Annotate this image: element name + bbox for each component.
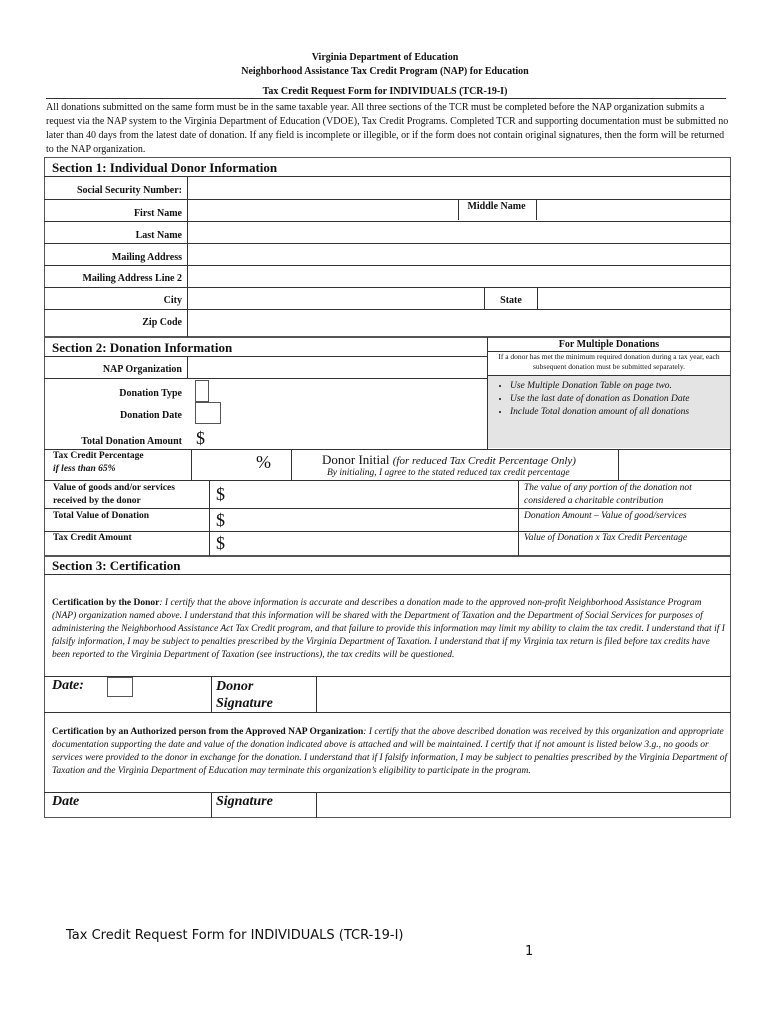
last-name-label: Last Name — [135, 230, 182, 241]
header-program: Neighborhood Assistance Tax Credit Program (NAP) for Education — [241, 66, 529, 77]
section3-title: Section 3: Certification — [52, 558, 181, 573]
signature-label: Signature — [216, 794, 273, 809]
total-amount-field[interactable] — [212, 428, 484, 448]
percent-field[interactable] — [194, 452, 250, 478]
date2-field[interactable] — [90, 794, 208, 816]
multiple-donations-desc: If a donor has met the minimum required donation during a tax year, each subsequent donation must be submitted separately. — [498, 352, 720, 371]
last-name-field[interactable] — [189, 222, 729, 243]
credit-amount-field[interactable] — [232, 533, 514, 554]
date-field[interactable] — [107, 677, 133, 697]
form-title: Tax Credit Request Form for INDIVIDUALS (TCR-19-I) — [262, 86, 508, 97]
nap-org-field[interactable] — [189, 357, 485, 378]
mailing-address2-label: Mailing Address Line 2 — [82, 273, 182, 284]
percent-label: Tax Credit Percentage — [53, 451, 144, 461]
middle-name-label: Middle Name — [467, 201, 526, 212]
total-value-dollar: $ — [216, 510, 225, 530]
date-label: Date: — [52, 678, 84, 693]
ssn-label: Social Security Number: — [77, 185, 182, 196]
multiple-note: • Use the last date of donation as Donation Date — [510, 393, 722, 406]
org-signature-field[interactable] — [318, 793, 728, 817]
donor-initial-label: Donor Initial (for reduced Tax Credit Percentage Only) — [322, 452, 576, 467]
first-name-field[interactable] — [189, 200, 457, 220]
footer-title: Tax Credit Request Form for INDIVIDUALS (TCR-19-I) — [66, 928, 404, 943]
nap-org-label: NAP Organization — [102, 364, 182, 375]
org-certification: Certification by an Authorized person from the Approved NAP Organization: I certify that the above described donation was received by this organization and appropriate documentation supporting the date and value of the donation indicated above is attached and will be maintained. I certify that if not amount is listed below 3.g., no goods or services were provided to the donor in exchange for the donation. I understand that if I falsify information, I may be subject to penalties prescribed by the Virginia Department of Taxation and the Virginia Department of Education may terminate this organization’s eligibility to participate in the program. — [52, 727, 728, 776]
donor-certification: Certification by the Donor: I certify that the above information is accurate and describes a donation made to the approved non-profit Neighborhood Assistance Program (NAP) organization named above. I understand that this information will be shared with the Department of Taxation and the Department of Social Services for purposes of administering the Neighborhood Assistance Act Tax Credit program, and that failure to provide this information may limit my ability to claim the tax credit. I understand that if I falsify information, I may be subject to penalties prescribed by the Virginia Department of Taxation. I understand that if my Virginia tax return is filed before tax credits have been reported to the Virginia Department of Taxation (see instructions), the tax credits will be questioned. — [52, 598, 725, 660]
percent-sub: if less than 65% — [53, 464, 116, 474]
multiple-note: • Use Multiple Donation Table on page two. — [510, 380, 722, 393]
intro-text: All donations submitted on the same form must be in the same taxable year. All three sections of the TCR must be completed before the NAP organization submits a request via the NAP system to the Virginia Department of Education (VDOE), Tax Credit Programs. Completed TCR and supporting documentation must be submitted no later than 40 days from the latest date of donation. If any field is incomplete or illegible, or if the form does not contain original signatures, then the form will be returned to the NAP organization. — [46, 102, 729, 155]
total-amount-dollar: $ — [196, 428, 205, 448]
zip-label: Zip Code — [142, 317, 182, 328]
total-value-label: Total Value of Donation — [53, 511, 149, 521]
state-field[interactable] — [538, 288, 729, 309]
donor-signature-label: Donor Signature — [216, 679, 273, 711]
donation-date-label: Donation Date — [120, 410, 182, 421]
total-value-field[interactable] — [232, 510, 514, 530]
header-agency: Virginia Department of Education — [311, 52, 459, 63]
goods-field[interactable] — [232, 483, 514, 507]
donor-initial-agree: By initialing, I agree to the stated reduced tax credit percentage — [327, 468, 570, 478]
ssn-field[interactable] — [189, 178, 729, 198]
credit-amount-label: Tax Credit Amount — [53, 533, 132, 543]
state-label: State — [500, 295, 522, 306]
city-label: City — [163, 295, 182, 306]
multiple-donations-title: For Multiple Donations — [558, 339, 660, 350]
multiple-note: • Include Total donation amount of all donations — [510, 406, 722, 419]
goods-note: The value of any portion of the donation not considered a charitable contribution — [524, 483, 692, 506]
goods-dollar: $ — [216, 484, 225, 504]
donor-initial-field[interactable] — [620, 451, 728, 479]
credit-amount-note: Value of Donation x Tax Credit Percentage — [524, 533, 688, 543]
mailing-address2-field[interactable] — [189, 266, 729, 287]
page-number: 1 — [525, 944, 534, 959]
donation-date-field[interactable] — [195, 402, 221, 424]
section1-title: Section 1: Individual Donor Information — [52, 160, 278, 175]
mailing-address-label: Mailing Address — [111, 252, 182, 263]
total-value-note: Donation Amount – Value of good/services — [524, 511, 687, 521]
goods-label: Value of goods and/or services received by the donor — [53, 483, 175, 506]
donation-type-label: Donation Type — [119, 388, 182, 399]
section2-title: Section 2: Donation Information — [52, 340, 233, 355]
donor-signature-field[interactable] — [318, 677, 728, 711]
first-name-label: First Name — [133, 208, 182, 219]
zip-field[interactable] — [189, 310, 729, 336]
percent-sign: % — [256, 452, 271, 472]
middle-name-field[interactable] — [537, 200, 729, 220]
donation-type-field[interactable] — [195, 380, 209, 402]
credit-amount-dollar: $ — [216, 533, 225, 553]
multiple-donations-notes-panel — [488, 376, 730, 448]
header-rule — [46, 98, 726, 99]
date2-label: Date — [52, 794, 80, 809]
city-field[interactable] — [189, 288, 483, 309]
mailing-address-field[interactable] — [189, 244, 729, 265]
total-amount-label: Total Donation Amount — [81, 436, 182, 447]
